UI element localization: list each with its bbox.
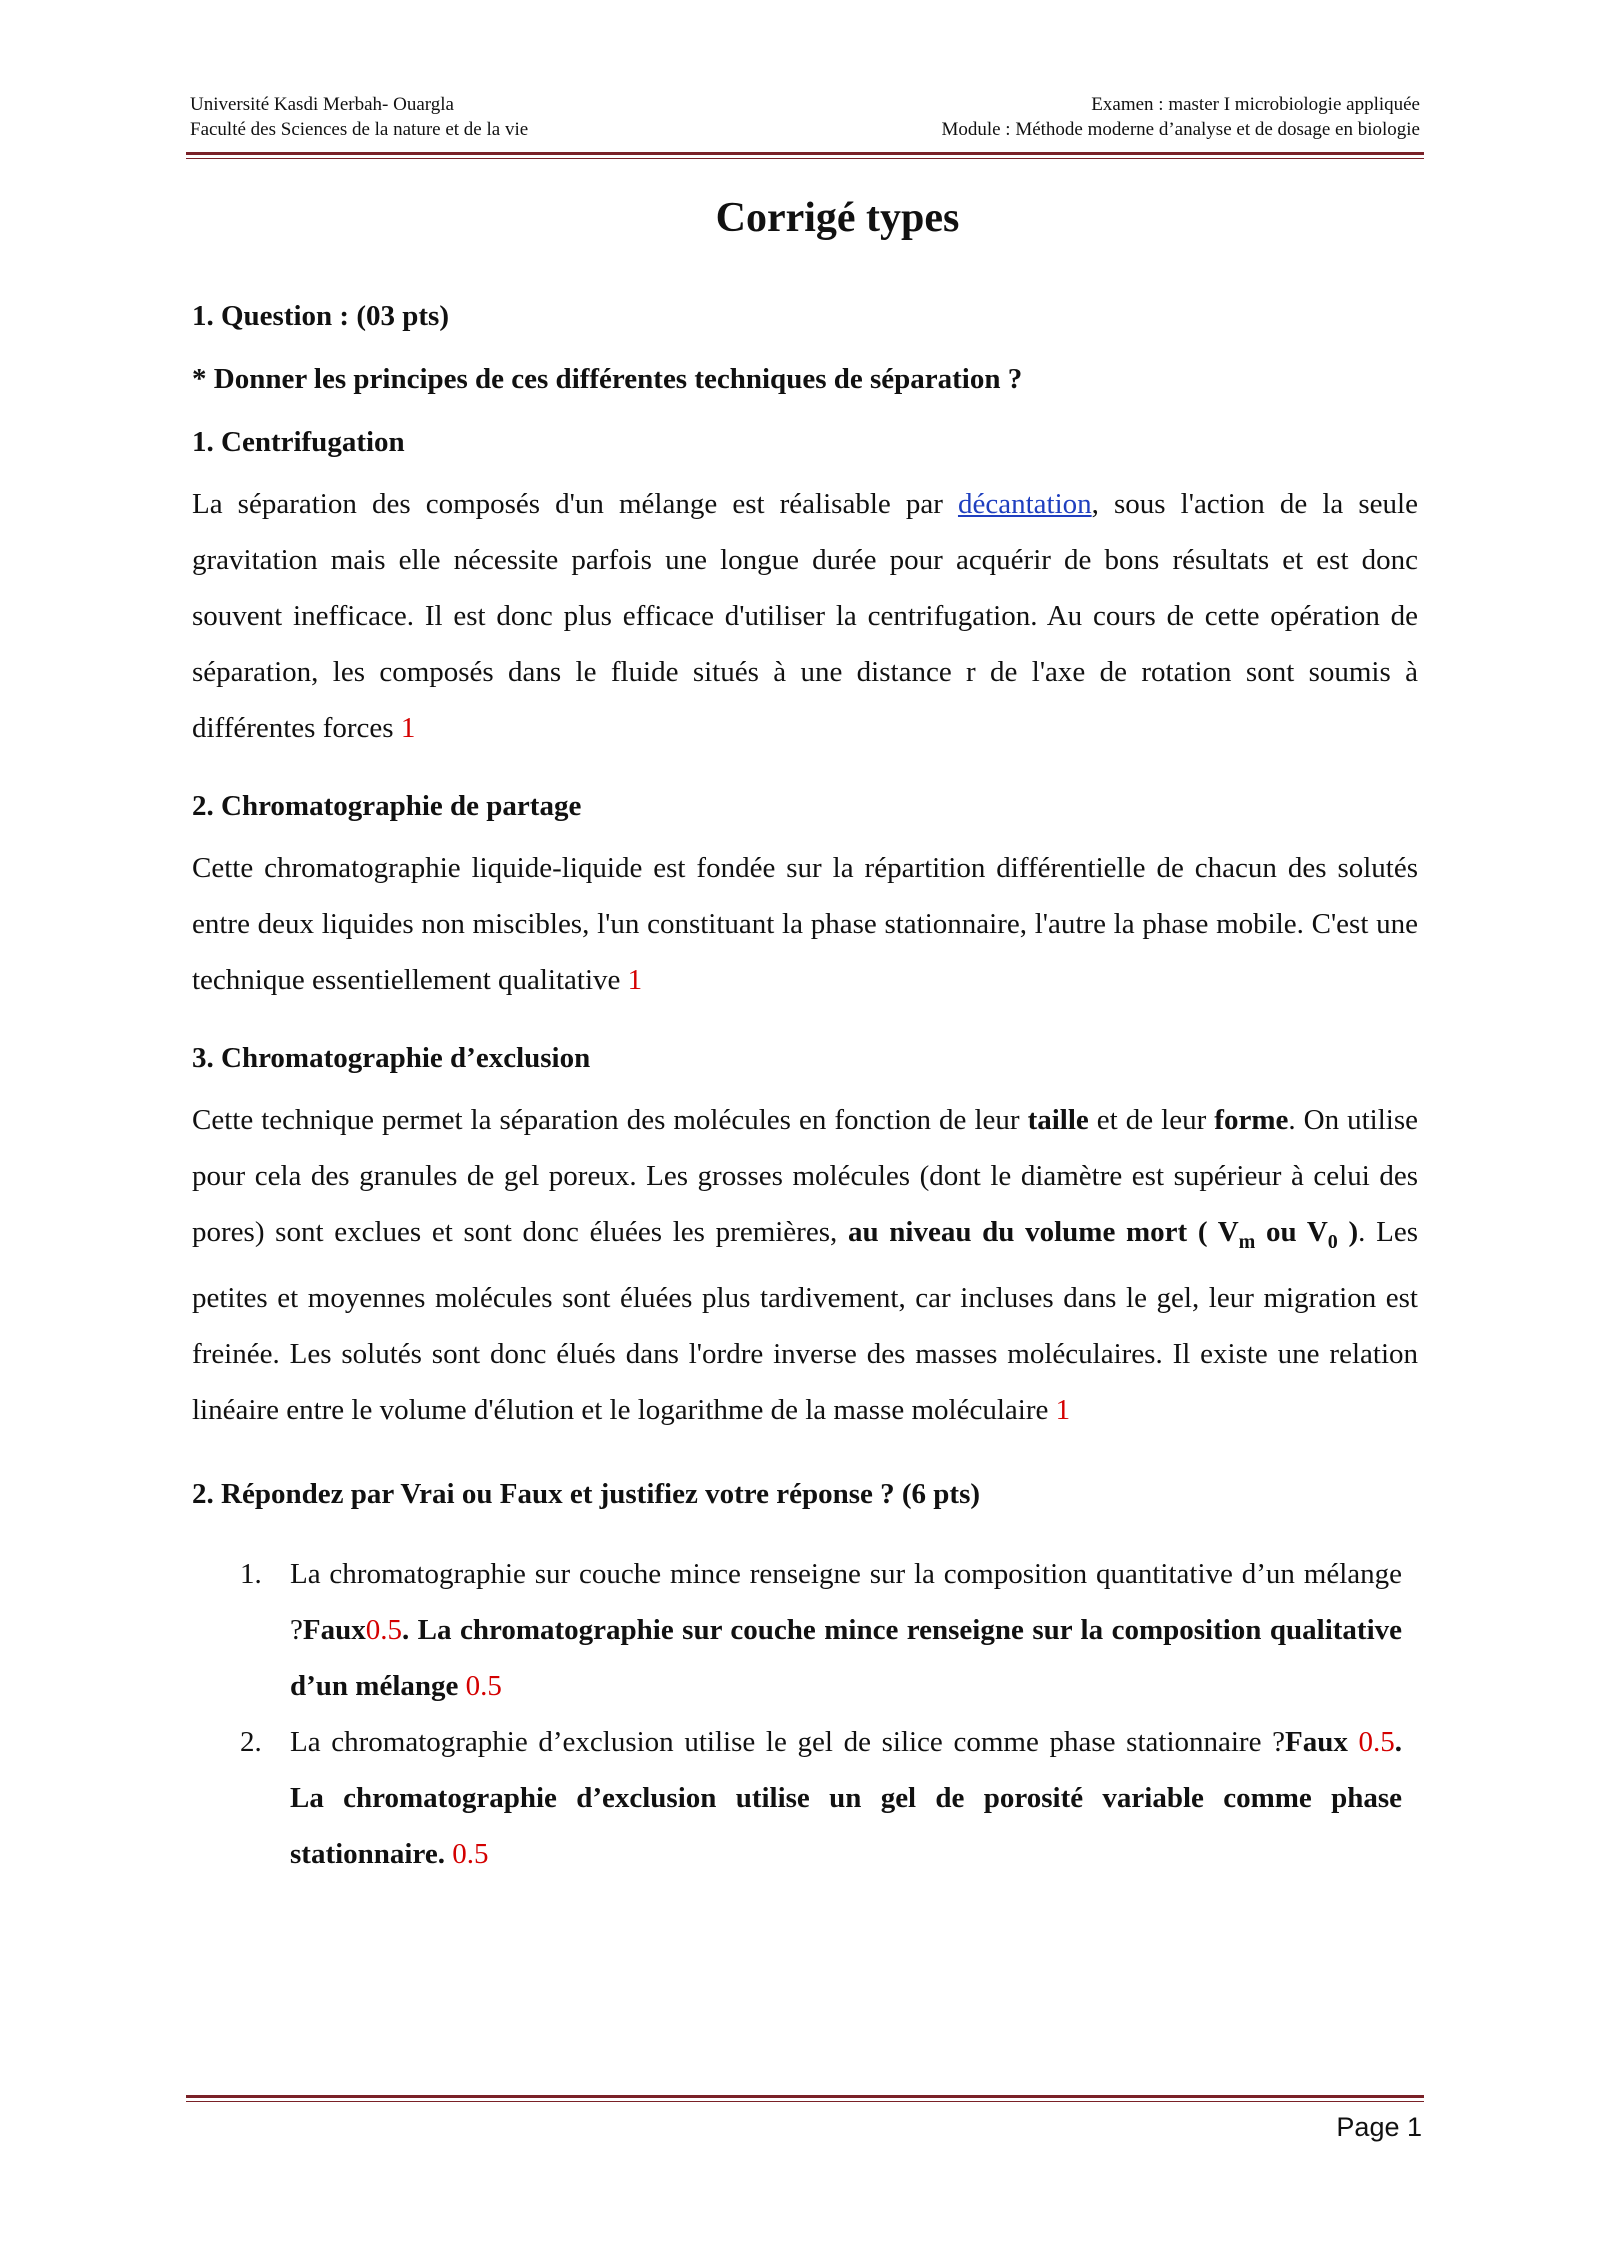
header-right <box>941 92 1420 142</box>
question-2-heading: 2. Répondez par Vrai ou Faux et justifiez votre réponse ? (6 pts) <box>192 1477 981 1510</box>
partage-text: Cette chromatographie liquide-liquide est fondée sur la répartition différentielle de chacun des solutés entre deux liquides non miscibles, l'un constituant la phase stationnaire, l'autre la phase mobile. C'est une technique essentiellement qualitative <box>192 852 1418 996</box>
section-centrifugation-text <box>192 476 1418 756</box>
term-taille: taille <box>1027 1104 1089 1136</box>
question-1-heading: 1. Question : (03 pts) <box>192 300 449 332</box>
subscript-0: 0 <box>1327 1230 1338 1253</box>
section-centrifugation-heading: 1. Centrifugation <box>192 426 405 458</box>
module-label: Module : Méthode moderne d’analyse et de dosage en biologie <box>941 119 1420 140</box>
university-name: Université Kasdi Merbah- Ouargla <box>190 94 454 115</box>
faculty-name: Faculté des Sciences de la nature et de la vie <box>190 119 529 140</box>
item-answer: Faux <box>302 1613 366 1646</box>
exclusion-text-3: . On utilise pour cela des granules de gel poreux. Les grosses molécules (dont le diamètre est supérieur à celui des pores) sont exclues et sont donc éluées les premières, <box>192 1104 1418 1248</box>
subscript-m: m <box>1238 1230 1256 1253</box>
item-question: La chromatographie d’exclusion utilise le gel de silice comme phase stationnaire ? <box>290 1725 1285 1758</box>
item-question: La chromatographie sur couche mince renseigne sur la composition quantitative d’un mélange ? <box>290 1557 1402 1646</box>
term-forme: forme <box>1214 1104 1289 1136</box>
section-partage-heading: 2. Chromatographie de partage <box>192 790 582 822</box>
item-number: 1. <box>240 1557 262 1590</box>
item-justification: . La chromatographie d’exclusion utilise un gel de porosité variable comme phase stationnaire. <box>290 1725 1403 1870</box>
section-exclusion-heading: 3. Chromatographie d’exclusion <box>192 1042 591 1074</box>
true-false-list <box>192 1546 1402 1882</box>
list-item <box>192 1546 1402 1714</box>
score-mark: 1 <box>1055 1393 1071 1426</box>
score-mark: 0.5 <box>452 1837 489 1870</box>
decantation-link[interactable]: décantation <box>957 488 1092 520</box>
centrifugation-text-a: La séparation des composés d'un mélange est réalisable par <box>192 488 958 520</box>
page-number: Page 1 <box>1336 2112 1422 2142</box>
item-justification: . La chromatographie sur couche mince renseigne sur la composition qualitative d’un mélange <box>290 1613 1402 1702</box>
item-number: 2. <box>240 1725 262 1758</box>
footer-divider <box>186 2095 1424 2102</box>
main-content <box>192 296 1418 1882</box>
exclusion-text-4: . Les petites et moyennes molécules sont éluées plus tardivement, car incluses dans le gel, leur migration est freinée. Les solutés sont donc élués dans l'ordre inverse des masses moléculaires. Il existe une relation linéaire entre le volume d'élution et le logarithme de la masse moléculaire <box>192 1216 1418 1426</box>
term-volume-mort <box>847 1216 1359 1253</box>
volume-mort-a: au niveau du volume mort ( V <box>847 1216 1239 1248</box>
list-item <box>192 1714 1402 1882</box>
header-divider <box>186 152 1424 159</box>
score-mark: 0.5 <box>465 1669 502 1702</box>
score-mark: 1 <box>627 964 643 996</box>
section-exclusion-text <box>192 1092 1418 1438</box>
centrifugation-text-b: , sous l'action de la seule gravitation mais elle nécessite parfois une longue durée pour acquérir de bons résultats et est donc souvent inefficace. Il est donc plus efficace d'utiliser la centrifugation. Au cours de cette opération de séparation, les composés dans le fluide situés à une distance r de l'axe de rotation sont soumis à différentes forces <box>192 488 1418 744</box>
volume-mort-b: ou V <box>1255 1216 1328 1248</box>
score-mark: 0.5 <box>1358 1725 1395 1758</box>
page-title: Corrigé types <box>715 195 960 241</box>
volume-mort-c: ) <box>1337 1216 1359 1248</box>
question-1-prompt: * Donner les principes de ces différentes techniques de séparation ? <box>192 363 1023 395</box>
header-left <box>190 92 528 142</box>
score-mark: 1 <box>400 712 416 744</box>
exam-label: Examen : master I microbiologie appliquée <box>1091 94 1420 115</box>
item-answer: Faux <box>1285 1725 1359 1758</box>
exclusion-text-2: et de leur <box>1088 1104 1215 1136</box>
section-partage-text <box>192 840 1418 1008</box>
score-mark: 0.5 <box>365 1613 402 1646</box>
exclusion-text-1: Cette technique permet la séparation des molécules en fonction de leur <box>192 1104 1028 1136</box>
